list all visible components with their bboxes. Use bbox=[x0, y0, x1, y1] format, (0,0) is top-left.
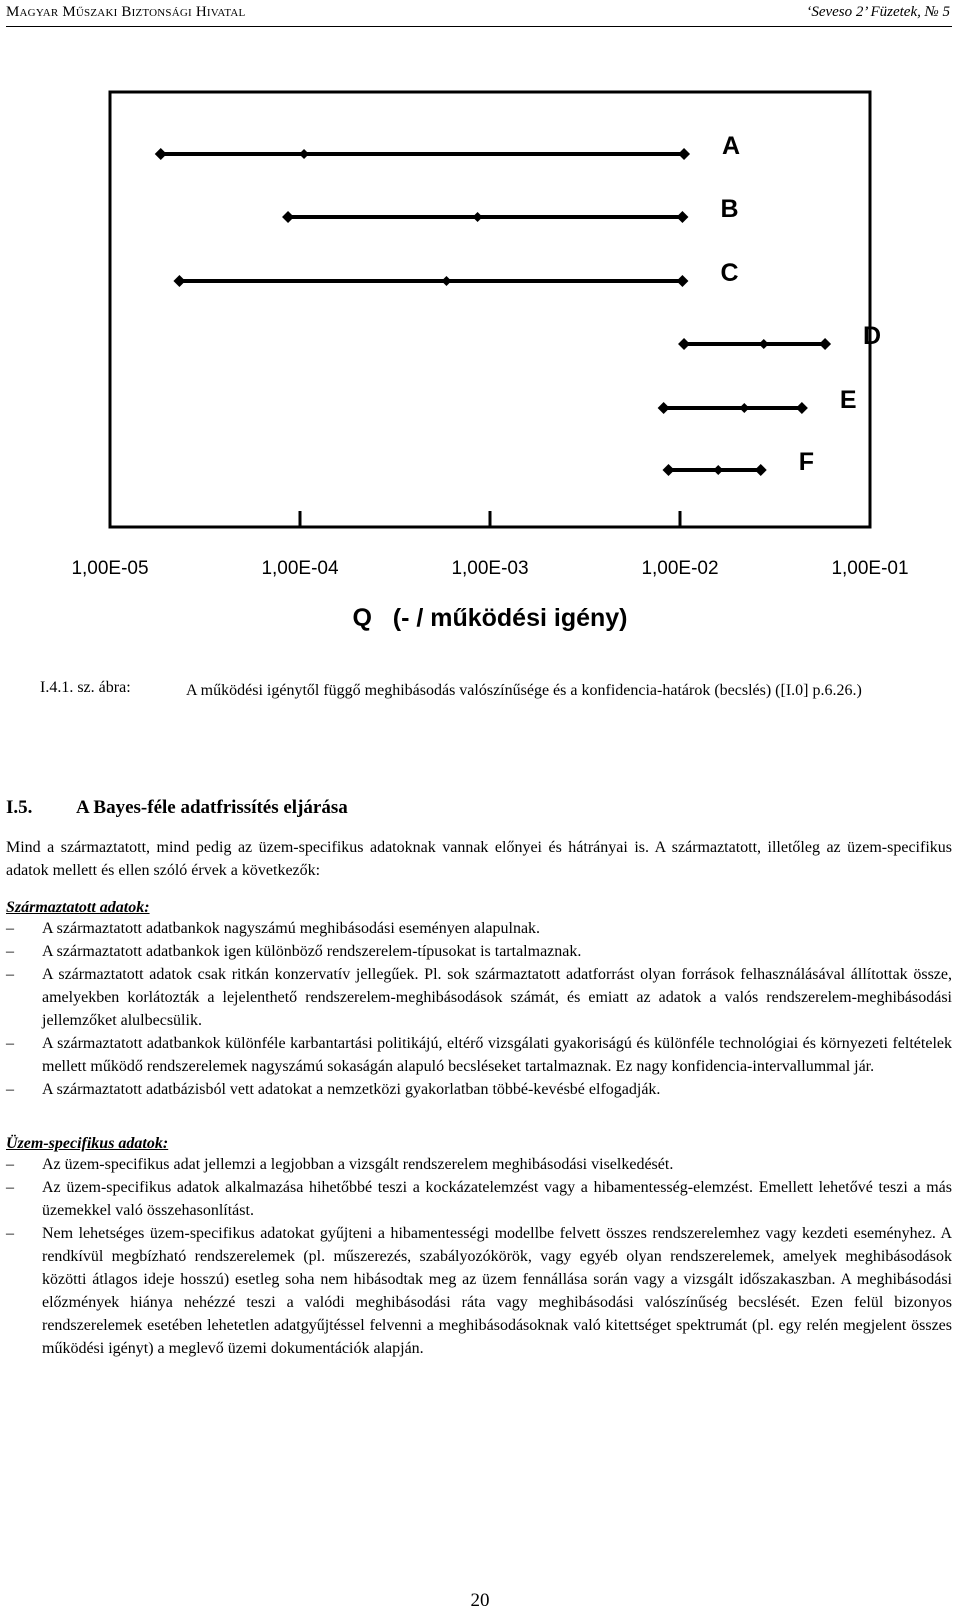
derived-item bbox=[6, 1078, 952, 1101]
x-axis-tick-labels bbox=[71, 558, 908, 579]
interval-mid-F bbox=[713, 465, 723, 475]
derived-heading: Származtatott adatok: bbox=[6, 899, 150, 916]
derived-item bbox=[6, 1032, 952, 1078]
header-rule bbox=[6, 26, 952, 27]
interval-mid-B bbox=[473, 212, 483, 222]
header-institution: Magyar Műszaki Biztonsági Hivatal bbox=[6, 4, 246, 20]
series-label-E: E bbox=[839, 386, 857, 414]
interval-mid-D bbox=[759, 339, 769, 349]
header-series: ‘Seveso 2’ Füzetek, № 5 bbox=[806, 4, 950, 20]
section-heading bbox=[6, 797, 348, 819]
figure-label: I.4.1. sz. ábra: bbox=[40, 679, 131, 696]
section-title: A Bayes-féle adatfrissítés eljárása bbox=[76, 797, 348, 818]
plant-item-text: Az üzem-specifikus adat jellemzi a legjobban a vizsgált rendszerelem meghibásodási viselkedését. bbox=[42, 1156, 674, 1173]
derived-item-text: A származtatott adatok csak ritkán konzervatív jellegűek. Pl. sok származtatott adatforrást olyan források felhasználásával állítottak össze, amelyekben korlátozták a lejelenthető rendszerelem-meghibásodások számát, és emiatt az adatok a valós rendszerelem-meghibásodási jellemzőket alulbecsülik. bbox=[42, 966, 952, 1029]
interval-chart bbox=[0, 70, 960, 640]
chart-frame bbox=[110, 92, 870, 527]
plant-item bbox=[6, 1153, 952, 1176]
dash-bullet: – bbox=[6, 943, 14, 960]
interval-low-A bbox=[155, 148, 167, 160]
interval-low-E bbox=[658, 402, 670, 414]
dash-bullet: – bbox=[6, 920, 14, 937]
derived-item bbox=[6, 917, 952, 940]
interval-high-D bbox=[819, 338, 831, 350]
interval-mid-E bbox=[739, 403, 749, 413]
interval-high-F bbox=[755, 464, 767, 476]
plant-list bbox=[6, 1153, 952, 1360]
interval-high-E bbox=[796, 402, 808, 414]
body-text bbox=[6, 836, 952, 1360]
plant-heading: Üzem-specifikus adatok: bbox=[6, 1135, 169, 1152]
derived-item-text: A származtatott adatbankok nagyszámú meghibásodási eseményen alapulnak. bbox=[42, 920, 541, 937]
series-label-D: D bbox=[863, 322, 882, 350]
interval-low-C bbox=[173, 275, 185, 287]
interval-low-F bbox=[663, 464, 675, 476]
plant-item bbox=[6, 1176, 952, 1222]
interval-mid-A bbox=[299, 149, 309, 159]
dash-bullet: – bbox=[6, 966, 14, 983]
x-tick-label: 1,00E-01 bbox=[831, 558, 909, 579]
interval-high-B bbox=[676, 211, 688, 223]
chart-series bbox=[155, 132, 881, 476]
series-label-F: F bbox=[798, 448, 815, 476]
page-number: 20 bbox=[470, 1590, 490, 1611]
series-label-B: B bbox=[720, 195, 739, 223]
x-axis-ticks bbox=[110, 511, 870, 527]
plant-item-text: Az üzem-specifikus adatok alkalmazása hihetőbbé teszi a kockázatelemzést vagy a hibamentesség-elemzést. Emellett lehetővé teszi a más üzemekkel való összehasonlítást. bbox=[42, 1179, 952, 1219]
dash-bullet: – bbox=[6, 1035, 14, 1052]
intro-paragraph: Mind a származtatott, mind pedig az üzem-specifikus adatoknak vannak előnyei és hátrányai is. A származtatott, illetőleg az üzem-specifikus adatok mellett és ellen szóló érvek a következők: bbox=[6, 839, 952, 879]
x-tick-label: 1,00E-03 bbox=[451, 558, 529, 579]
interval-low-D bbox=[678, 338, 690, 350]
derived-item bbox=[6, 963, 952, 1032]
dash-bullet: – bbox=[6, 1179, 14, 1196]
derived-item bbox=[6, 940, 952, 963]
interval-mid-C bbox=[441, 276, 451, 286]
plant-item-text: Nem lehetséges üzem-specifikus adatokat gyűjteni a hibamentességi modellbe felvett összes rendszerelemhez vagy kezdeti eseményhez. A rendkívül megbízható rendszerelemek (pl. műszerezés, szabályozókörök, vagy egyéb olyan rendszerelemek, amelyek meghibásodások közötti átlagos ideje hosszú) esetleg soha nem hibásodtak meg az üzem fennállása során vagy a vizsgált időszakaszban. A meghibásodási előzmények hiánya nehézzé teszi a valódi meghibásodási ráta vagy meghibásodási valószínűség becslését. Ezen felül bizonyos rendszerelemek esetében lehetetlen adatgyűjtéssel felvenni a meghibásodásoknak való kitettséget spektrumát (pl. egy relén megjelent összes működési igényt) a meglevő üzemi dokumentációk alapján. bbox=[42, 1225, 952, 1357]
derived-item-text: A származtatott adatbankok különféle karbantartási politikájú, eltérő vizsgálati gyakoriságú és különféle technológiai és környezeti feltételek mellett működő rendszerelemek nagyszámú sokaságán alapuló becsléseket tartalmaznak. Ez nagy konfidencia-intervallummal jár. bbox=[42, 1035, 952, 1075]
dash-bullet: – bbox=[6, 1225, 14, 1242]
x-tick-label: 1,00E-05 bbox=[71, 558, 149, 579]
series-label-A: A bbox=[722, 132, 741, 160]
dash-bullet: – bbox=[6, 1081, 14, 1098]
x-tick-label: 1,00E-04 bbox=[261, 558, 339, 579]
section-number: I.5. bbox=[6, 797, 33, 818]
derived-item-text: A származtatott adatbázisból vett adatokat a nemzetközi gyakorlatban többé-kevésbé elfogadják. bbox=[42, 1081, 661, 1098]
interval-high-A bbox=[678, 148, 690, 160]
plant-item bbox=[6, 1222, 952, 1360]
figure-caption: A működési igénytől függő meghibásodás valószínűsége és a konfidencia-határok (becslés) ([I.0] p.6.26.) bbox=[186, 682, 862, 699]
x-tick-label: 1,00E-02 bbox=[641, 558, 719, 579]
dash-bullet: – bbox=[6, 1156, 14, 1173]
derived-list bbox=[6, 917, 952, 1101]
interval-low-B bbox=[282, 211, 294, 223]
x-axis-label: Q (- / működési igény) bbox=[352, 604, 628, 632]
series-label-C: C bbox=[720, 259, 739, 287]
interval-high-C bbox=[676, 275, 688, 287]
derived-item-text: A származtatott adatbankok igen különböző rendszerelem-típusokat is tartalmaznak. bbox=[42, 943, 582, 960]
